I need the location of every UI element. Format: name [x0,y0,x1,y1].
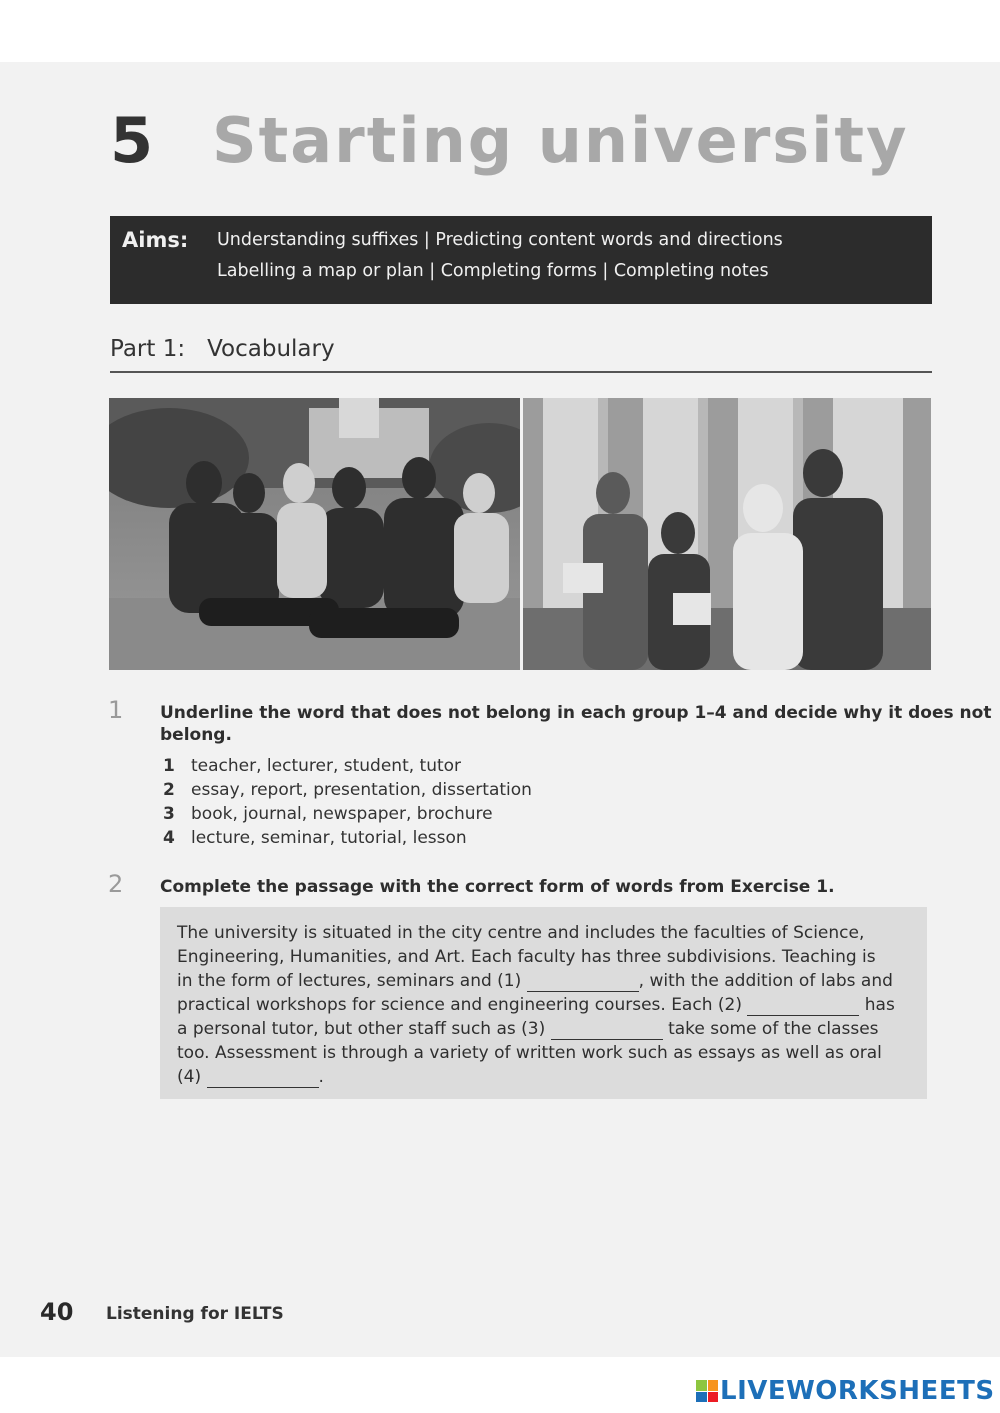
exercise-2-instruction: Complete the passage with the correct form of words from Exercise 1. [160,877,835,897]
passage-text: take some of the classes [668,1019,879,1039]
list-item-text[interactable]: lecture, seminar, tutorial, lesson [191,828,467,848]
passage-text: a personal tutor, but other staff such as (3) [177,1019,546,1039]
answer-blank-3[interactable] [551,1019,663,1040]
passage-text: practical workshops for science and engineering courses. Each (2) [177,995,742,1015]
list-item-text[interactable]: teacher, lecturer, student, tutor [191,756,462,776]
exercise-1-number: 1 [108,696,124,724]
top-margin [0,0,1000,62]
passage-text: has [864,995,895,1015]
exercise-1-instruction-line-2: belong. [160,725,232,745]
exercise-2-number: 2 [108,870,124,898]
answer-blank-1[interactable] [527,971,639,992]
passage-line-3 [177,971,893,992]
list-item-text[interactable]: book, journal, newspaper, brochure [191,804,493,824]
heading-divider [110,371,932,373]
book-title: Listening for IELTS [106,1304,284,1324]
aims-box [110,216,932,304]
students-columns-photo [523,398,931,670]
passage-box [160,907,927,1099]
list-item-number: 2 [163,780,175,800]
list-item-number: 3 [163,804,175,824]
students-group-photo [109,398,520,670]
exercise-1-instruction [160,702,991,746]
passage-text: . [318,1067,324,1087]
chapter-title: Starting university [212,104,909,177]
passage-line-6: too. Assessment is through a variety of written work such as essays as well as oral [177,1043,882,1063]
passage-line-7 [177,1067,324,1088]
passage-line-1: The university is situated in the city centre and includes the faculties of Science, [177,923,865,943]
list-item[interactable] [163,828,467,848]
answer-blank-2[interactable] [747,995,859,1016]
passage-line-2: Engineering, Humanities, and Art. Each faculty has three subdivisions. Teaching is [177,947,876,967]
passage-line-5 [177,1019,879,1040]
liveworksheets-wordmark: LIVEWORKSHEETS [720,1376,995,1406]
passage-line-4 [177,995,895,1016]
part-heading [110,336,335,362]
list-item-number: 1 [163,756,175,776]
list-item[interactable] [163,804,493,824]
list-item-number: 4 [163,828,175,848]
list-item-text[interactable]: essay, report, presentation, dissertation [191,780,532,800]
part-label: Part 1: [110,336,186,362]
liveworksheets-logo [696,1376,995,1406]
part-title: Vocabulary [207,336,335,362]
passage-text: in the form of lectures, seminars and (1) [177,971,522,991]
passage-text: , with the addition of labs and [638,971,893,991]
chapter-number: 5 [110,104,154,177]
exercise-1-instruction-line-1: Underline the word that does not belong in each group 1–4 and decide why it does not [160,703,992,723]
answer-blank-4[interactable] [207,1067,319,1088]
page-number: 40 [40,1298,74,1326]
list-item[interactable] [163,780,532,800]
liveworksheets-icon [696,1380,718,1402]
aims-line-2: Labelling a map or plan | Completing forms | Completing notes [217,261,769,281]
aims-line-1: Understanding suffixes | Predicting content words and directions [217,230,783,250]
passage-text: (4) [177,1067,202,1087]
list-item[interactable] [163,756,461,776]
aims-label: Aims: [122,228,189,252]
